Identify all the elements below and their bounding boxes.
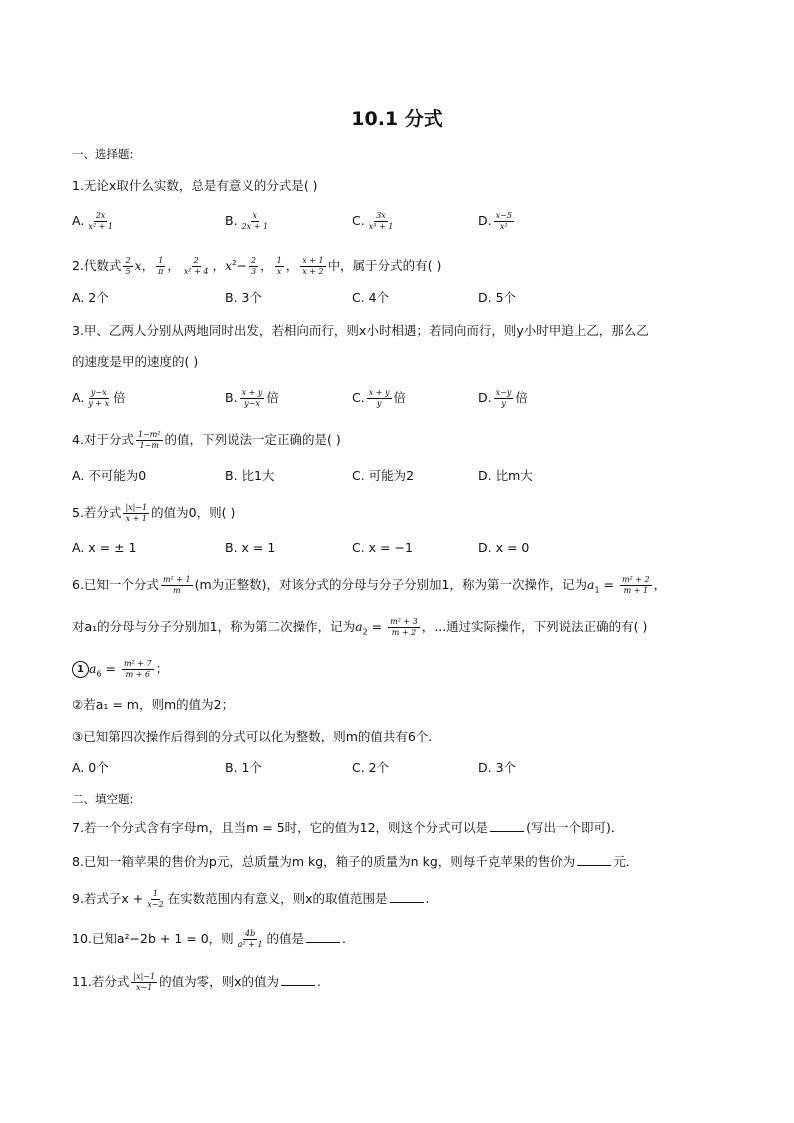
question-9: 9.若式子x + $\frac{1}{x-2}$ 在实数范围内有意义，则x的取值范围是 . <box>72 889 430 909</box>
question-3-line-2: 的速度是甲的速度的( ) <box>72 354 199 369</box>
q2-option-d[interactable]: D. 5个 <box>478 290 517 305</box>
section-choice-heading: 一、选择题: <box>72 147 134 161</box>
page-title: 10.1 分式 <box>351 108 443 130</box>
question-7: 7.若一个分式含有字母m，且当m = 5时，它的值为12，则这个分式可以是 (写出一个即可)． <box>72 820 624 835</box>
q1-option-a[interactable]: A. $\frac{2x}{\text{x² + 1}}$ <box>72 211 113 231</box>
q5-option-a[interactable]: A. x = ± 1 <box>72 540 137 555</box>
question-8: 8.已知一箱苹果的售价为p元，总质量为m kg，箱子的质量为n kg，则每千克苹果的售价为 元． <box>72 854 639 869</box>
q3-option-b[interactable]: B. $\frac{x + y}{y-x}$ 倍 <box>225 388 279 408</box>
q6-option-d[interactable]: D. 3个 <box>478 760 517 775</box>
question-5: 5.若分式 $\frac{|x|-1}{x + 1}$ 的值为0，则( ) <box>72 503 236 523</box>
answer-blank[interactable] <box>281 973 315 986</box>
q4-option-b[interactable]: B. 比1大 <box>225 468 275 483</box>
q3-option-c[interactable]: C. $\frac{x + y}{y}$ 倍 <box>352 388 407 408</box>
question-4: 4.对于分式 $\frac{\text{1−m²}}{1-m}$ 的值，下列说法一定正确的是( ) <box>72 430 341 450</box>
q3-option-a[interactable]: A. $\frac{y-x}{y + x}$ 倍 <box>72 388 126 408</box>
q5-option-c[interactable]: C. x = −1 <box>352 540 413 555</box>
answer-blank[interactable] <box>577 853 611 866</box>
q2-option-b[interactable]: B. 3个 <box>225 290 262 305</box>
question-2: 2.代数式 $\frac{2}{5}$ x， $\frac{1}{\pi}$ ， $\frac{2}{\text{x² + 4}}$ ，$x^2-$ $\frac{2}{3}$ ， $\frac{1}{x}$ ， $\frac{x + 1}{x + 2}$ 中，属于分式的有( ) <box>72 256 442 277</box>
q1-option-c[interactable]: C. $\frac{3x}{\text{x³ + 1}}$ <box>352 211 394 231</box>
q1-option-d[interactable]: D. $\frac{x-5}{\text{x²}}$ <box>478 211 512 231</box>
q5-option-d[interactable]: D. x = 0 <box>478 540 530 555</box>
question-10: 10.已知a²−2b + 1 = 0，则 $\frac{4b}{\text{a² + 1}}$ 的值是 . <box>72 929 347 949</box>
q6-option-b[interactable]: B. 1个 <box>225 760 262 775</box>
question-6-line-1: 6.已知一个分式 $\frac{\text{m² + 1}}{m}$ (m为正整数)，对该分式的分母与分子分别加1，称为第一次操作，记为$a_1$ = $\frac{\text{m² + 2}}{m + 1}$ ， <box>72 575 667 595</box>
q4-option-d[interactable]: D. 比m大 <box>478 468 533 483</box>
q1-option-b[interactable]: B. $\frac{x}{2x + 1}$ <box>225 211 269 231</box>
circle-one-icon: 1 <box>72 661 89 678</box>
q2-option-c[interactable]: C. 4个 <box>352 290 390 305</box>
q5-option-b[interactable]: B. x = 1 <box>225 540 276 555</box>
question-11: 11.若分式 $\frac{|x|-1}{x-1}$ 的值为零，则x的值为 . <box>72 972 321 992</box>
question-6-line-2: 对a₁的分母与分子分别加1，称为第二次操作，记为$a_2$ = $\frac{\text{m² + 3}}{m + 2}$ ，...通过实际操作，下列说法正确的有( ) <box>72 617 648 637</box>
question-1: 1.无论x取什么实数，总是有意义的分式是( ) <box>72 178 318 193</box>
q2-option-a[interactable]: A. 2个 <box>72 290 109 305</box>
answer-blank[interactable] <box>306 930 340 943</box>
q3-option-d[interactable]: D. $\frac{x-y}{y}$ 倍 <box>478 388 528 408</box>
q6-option-c[interactable]: C. 2个 <box>352 760 390 775</box>
q6-statement-1: 1 $a_6$ = $\frac{\text{m² + 7}}{m + 6}$ ； <box>72 659 168 685</box>
q6-statement-2: ②若a₁ = m，则m的值为2； <box>72 697 235 712</box>
q6-option-a[interactable]: A. 0个 <box>72 760 109 775</box>
section-fill-heading: 二、填空题: <box>72 792 134 806</box>
question-3-line-1: 3.甲、乙两人分别从两地同时出发，若相向而行，则x小时相遇；若同向而行，则y小时甲追上乙，那么乙 <box>72 323 649 338</box>
q4-option-c[interactable]: C. 可能为2 <box>352 468 415 483</box>
q6-statement-3: ③已知第四次操作后得到的分式可以化为整数，则m的值共有6个． <box>72 729 441 744</box>
q4-option-a[interactable]: A. 不可能为0 <box>72 468 147 483</box>
answer-blank[interactable] <box>490 819 524 832</box>
answer-blank[interactable] <box>390 890 424 903</box>
